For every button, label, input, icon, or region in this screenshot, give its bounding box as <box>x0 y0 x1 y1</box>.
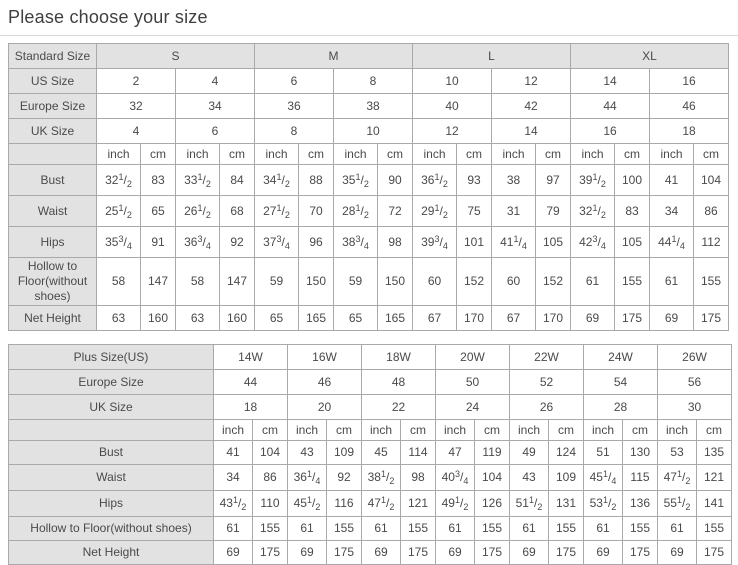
size-group-cell: S <box>97 44 255 69</box>
measure-cm-cell: 110 <box>253 491 288 517</box>
measure-cm-cell: 175 <box>327 541 362 565</box>
size-value-cell: 6 <box>255 69 334 94</box>
size-value-cell: 48 <box>362 370 436 395</box>
measure-inch-cell: 31 <box>492 196 536 227</box>
size-value-cell: 52 <box>510 370 584 395</box>
unit-cell: cm <box>299 144 334 165</box>
measure-inch-cell: $38^1/_2$ <box>362 465 401 491</box>
measure-cm-cell: 121 <box>697 465 732 491</box>
measure-cm-cell: 175 <box>697 541 732 565</box>
measure-inch-cell: $41^1/_4$ <box>492 227 536 258</box>
measure-inch-cell: $47^1/_2$ <box>362 491 401 517</box>
measure-inch-cell: $51^1/_2$ <box>510 491 549 517</box>
measure-inch-cell: 61 <box>571 258 615 306</box>
measure-inch-cell: 59 <box>334 258 378 306</box>
unit-cell: inch <box>510 420 549 441</box>
size-value-cell: 22 <box>362 395 436 420</box>
measure-cm-cell: 119 <box>475 441 510 465</box>
unit-cell: inch <box>436 420 475 441</box>
measure-cm-cell: 155 <box>253 517 288 541</box>
measure-cm-cell: 121 <box>401 491 436 517</box>
measure-cm-cell: 155 <box>401 517 436 541</box>
measure-inch-cell: 69 <box>571 306 615 331</box>
size-value-cell: 12 <box>492 69 571 94</box>
size-value-cell: 28 <box>584 395 658 420</box>
measure-cm-cell: 96 <box>299 227 334 258</box>
measure-cm-cell: 83 <box>141 165 176 196</box>
measure-inch-cell: $32^1/_2$ <box>571 196 615 227</box>
unit-cell: inch <box>492 144 536 165</box>
measure-inch-cell: 38 <box>492 165 536 196</box>
size-value-cell: 42 <box>492 94 571 119</box>
measure-inch-cell: $47^1/_2$ <box>658 465 697 491</box>
measure-cm-cell: 150 <box>299 258 334 306</box>
measure-inch-cell: 58 <box>176 258 220 306</box>
measure-cm-cell: 165 <box>299 306 334 331</box>
measure-row-label: Bust <box>9 441 214 465</box>
size-row-label: Europe Size <box>9 94 97 119</box>
measure-cm-cell: 100 <box>615 165 650 196</box>
measure-inch-cell: 41 <box>650 165 694 196</box>
measure-inch-cell: 69 <box>658 541 697 565</box>
measure-inch-cell: 34 <box>650 196 694 227</box>
size-value-cell: 8 <box>255 119 334 144</box>
measure-cm-cell: 170 <box>457 306 492 331</box>
size-value-cell: 20 <box>288 395 362 420</box>
unit-cell: inch <box>97 144 141 165</box>
measure-inch-cell: 58 <box>97 258 141 306</box>
size-value-cell: 24 <box>436 395 510 420</box>
measure-row-label: Waist <box>9 465 214 491</box>
measure-inch-cell: $45^1/_4$ <box>584 465 623 491</box>
size-group-cell: XL <box>571 44 729 69</box>
measure-cm-cell: 92 <box>220 227 255 258</box>
measure-cm-cell: 109 <box>549 465 584 491</box>
measure-cm-cell: 131 <box>549 491 584 517</box>
size-row-label: Plus Size(US) <box>9 345 214 370</box>
size-value-cell: 56 <box>658 370 732 395</box>
size-value-cell: 26 <box>510 395 584 420</box>
measure-cm-cell: 79 <box>536 196 571 227</box>
size-value-cell: 14 <box>571 69 650 94</box>
measure-cm-cell: 155 <box>549 517 584 541</box>
measure-cm-cell: 104 <box>475 465 510 491</box>
measure-inch-cell: 34 <box>214 465 253 491</box>
measure-row-label: Hips <box>9 227 97 258</box>
size-value-cell: 12 <box>413 119 492 144</box>
measure-inch-cell: $32^1/_2$ <box>97 165 141 196</box>
measure-cm-cell: 160 <box>141 306 176 331</box>
unit-cell: cm <box>457 144 492 165</box>
measure-row-label: Waist <box>9 196 97 227</box>
measure-inch-cell: $44^1/_4$ <box>650 227 694 258</box>
measure-cm-cell: 86 <box>253 465 288 491</box>
measure-inch-cell: 61 <box>650 258 694 306</box>
size-value-cell: 10 <box>413 69 492 94</box>
measure-cm-cell: 124 <box>549 441 584 465</box>
size-value-cell: 18 <box>650 119 729 144</box>
size-value-cell: 16W <box>288 345 362 370</box>
size-value-cell: 20W <box>436 345 510 370</box>
measure-inch-cell: $49^1/_2$ <box>436 491 475 517</box>
unit-cell: cm <box>220 144 255 165</box>
measure-cm-cell: 98 <box>401 465 436 491</box>
measure-cm-cell: 160 <box>220 306 255 331</box>
unit-row-corner-cell <box>9 144 97 165</box>
measure-cm-cell: 155 <box>615 258 650 306</box>
measure-inch-cell: $28^1/_2$ <box>334 196 378 227</box>
measure-cm-cell: 147 <box>220 258 255 306</box>
unit-cell: cm <box>549 420 584 441</box>
page-title: Please choose your size <box>8 7 208 27</box>
size-value-cell: 50 <box>436 370 510 395</box>
measure-row-label: Net Height <box>9 306 97 331</box>
size-value-cell: 14W <box>214 345 288 370</box>
measure-inch-cell: 61 <box>288 517 327 541</box>
measure-inch-cell: $42^3/_4$ <box>571 227 615 258</box>
measure-row-label: Bust <box>9 165 97 196</box>
measure-inch-cell: 61 <box>362 517 401 541</box>
unit-cell: inch <box>650 144 694 165</box>
measure-row-label: Net Height <box>9 541 214 565</box>
measure-cm-cell: 115 <box>623 465 658 491</box>
measure-cm-cell: 135 <box>697 441 732 465</box>
unit-cell: cm <box>536 144 571 165</box>
measure-cm-cell: 104 <box>694 165 729 196</box>
size-value-cell: 30 <box>658 395 732 420</box>
measure-cm-cell: 116 <box>327 491 362 517</box>
measure-cm-cell: 175 <box>253 541 288 565</box>
unit-cell: inch <box>571 144 615 165</box>
measure-inch-cell: $45^1/_2$ <box>288 491 327 517</box>
unit-cell: inch <box>658 420 697 441</box>
size-value-cell: 38 <box>334 94 413 119</box>
measure-row-label: Hollow to Floor(without shoes) <box>9 258 97 306</box>
measure-inch-cell: $35^1/_2$ <box>334 165 378 196</box>
measure-inch-cell: $36^3/_4$ <box>176 227 220 258</box>
size-value-cell: 46 <box>650 94 729 119</box>
measure-cm-cell: 68 <box>220 196 255 227</box>
measure-cm-cell: 90 <box>378 165 413 196</box>
measure-cm-cell: 65 <box>141 196 176 227</box>
measure-cm-cell: 75 <box>457 196 492 227</box>
measure-cm-cell: 175 <box>475 541 510 565</box>
measure-inch-cell: 69 <box>436 541 475 565</box>
measure-cm-cell: 175 <box>549 541 584 565</box>
measure-cm-cell: 165 <box>378 306 413 331</box>
unit-cell: inch <box>288 420 327 441</box>
measure-inch-cell: $38^3/_4$ <box>334 227 378 258</box>
measure-cm-cell: 72 <box>378 196 413 227</box>
measure-inch-cell: $39^3/_4$ <box>413 227 457 258</box>
measure-inch-cell: 67 <box>413 306 457 331</box>
measure-inch-cell: 60 <box>413 258 457 306</box>
measure-inch-cell: $39^1/_2$ <box>571 165 615 196</box>
unit-cell: cm <box>327 420 362 441</box>
measure-cm-cell: 150 <box>378 258 413 306</box>
measure-inch-cell: $33^1/_2$ <box>176 165 220 196</box>
measure-cm-cell: 130 <box>623 441 658 465</box>
measure-inch-cell: 43 <box>288 441 327 465</box>
measure-inch-cell: 43 <box>510 465 549 491</box>
measure-inch-cell: $36^1/_2$ <box>413 165 457 196</box>
unit-cell: inch <box>176 144 220 165</box>
size-value-cell: 44 <box>571 94 650 119</box>
measure-cm-cell: 136 <box>623 491 658 517</box>
measure-inch-cell: 65 <box>255 306 299 331</box>
measure-inch-cell: 69 <box>214 541 253 565</box>
measure-inch-cell: $43^1/_2$ <box>214 491 253 517</box>
measure-cm-cell: 83 <box>615 196 650 227</box>
measure-cm-cell: 92 <box>327 465 362 491</box>
measure-cm-cell: 112 <box>694 227 729 258</box>
measure-cm-cell: 88 <box>299 165 334 196</box>
size-row-label: Europe Size <box>9 370 214 395</box>
measure-inch-cell: $29^1/_2$ <box>413 196 457 227</box>
size-value-cell: 10 <box>334 119 413 144</box>
measure-cm-cell: 97 <box>536 165 571 196</box>
unit-cell: cm <box>615 144 650 165</box>
size-value-cell: 4 <box>97 119 176 144</box>
measure-cm-cell: 175 <box>401 541 436 565</box>
measure-inch-cell: 63 <box>97 306 141 331</box>
measure-cm-cell: 155 <box>623 517 658 541</box>
size-value-cell: 32 <box>97 94 176 119</box>
measure-cm-cell: 109 <box>327 441 362 465</box>
plus-size-table <box>8 344 732 565</box>
size-value-cell: 18 <box>214 395 288 420</box>
measure-inch-cell: 63 <box>176 306 220 331</box>
unit-cell: cm <box>475 420 510 441</box>
measure-row-label: Hips <box>9 491 214 517</box>
measure-inch-cell: $34^1/_2$ <box>255 165 299 196</box>
measure-cm-cell: 152 <box>457 258 492 306</box>
size-value-cell: 44 <box>214 370 288 395</box>
size-group-cell: L <box>413 44 571 69</box>
measure-cm-cell: 98 <box>378 227 413 258</box>
size-value-cell: 18W <box>362 345 436 370</box>
measure-inch-cell: 59 <box>255 258 299 306</box>
measure-inch-cell: 67 <box>492 306 536 331</box>
measure-inch-cell: 61 <box>436 517 475 541</box>
measure-inch-cell: 41 <box>214 441 253 465</box>
measure-cm-cell: 105 <box>536 227 571 258</box>
unit-cell: inch <box>362 420 401 441</box>
size-row-label: US Size <box>9 69 97 94</box>
measure-cm-cell: 84 <box>220 165 255 196</box>
unit-cell: inch <box>413 144 457 165</box>
size-value-cell: 54 <box>584 370 658 395</box>
unit-cell: cm <box>694 144 729 165</box>
measure-cm-cell: 70 <box>299 196 334 227</box>
measure-cm-cell: 104 <box>253 441 288 465</box>
size-value-cell: 22W <box>510 345 584 370</box>
unit-cell: cm <box>401 420 436 441</box>
measure-cm-cell: 101 <box>457 227 492 258</box>
unit-row-corner-cell <box>9 420 214 441</box>
size-group-cell: M <box>255 44 413 69</box>
measure-cm-cell: 170 <box>536 306 571 331</box>
unit-cell: inch <box>334 144 378 165</box>
measure-inch-cell: 65 <box>334 306 378 331</box>
size-value-cell: 16 <box>650 69 729 94</box>
unit-cell: inch <box>214 420 253 441</box>
unit-cell: cm <box>378 144 413 165</box>
measure-inch-cell: 69 <box>650 306 694 331</box>
measure-cm-cell: 155 <box>327 517 362 541</box>
measure-cm-cell: 155 <box>697 517 732 541</box>
measure-inch-cell: 61 <box>214 517 253 541</box>
measure-cm-cell: 147 <box>141 258 176 306</box>
measure-inch-cell: 47 <box>436 441 475 465</box>
measure-inch-cell: 49 <box>510 441 549 465</box>
unit-cell: inch <box>255 144 299 165</box>
unit-cell: cm <box>253 420 288 441</box>
size-value-cell: 6 <box>176 119 255 144</box>
measure-inch-cell: $35^3/_4$ <box>97 227 141 258</box>
corner-cell: Standard Size <box>9 44 97 69</box>
measure-row-label: Hollow to Floor(without shoes) <box>9 517 214 541</box>
measure-inch-cell: 69 <box>362 541 401 565</box>
measure-inch-cell: 69 <box>288 541 327 565</box>
measure-inch-cell: $37^3/_4$ <box>255 227 299 258</box>
size-value-cell: 26W <box>658 345 732 370</box>
unit-cell: cm <box>141 144 176 165</box>
measure-inch-cell: $40^3/_4$ <box>436 465 475 491</box>
measure-inch-cell: 60 <box>492 258 536 306</box>
measure-inch-cell: 61 <box>510 517 549 541</box>
measure-cm-cell: 86 <box>694 196 729 227</box>
measure-inch-cell: 61 <box>658 517 697 541</box>
size-value-cell: 16 <box>571 119 650 144</box>
measure-cm-cell: 126 <box>475 491 510 517</box>
size-value-cell: 40 <box>413 94 492 119</box>
measure-inch-cell: 51 <box>584 441 623 465</box>
size-value-cell: 14 <box>492 119 571 144</box>
size-row-label: UK Size <box>9 395 214 420</box>
size-row-label: UK Size <box>9 119 97 144</box>
measure-cm-cell: 175 <box>694 306 729 331</box>
measure-cm-cell: 152 <box>536 258 571 306</box>
measure-cm-cell: 114 <box>401 441 436 465</box>
measure-inch-cell: $53^1/_2$ <box>584 491 623 517</box>
measure-cm-cell: 155 <box>475 517 510 541</box>
unit-cell: cm <box>697 420 732 441</box>
measure-inch-cell: 61 <box>584 517 623 541</box>
measure-cm-cell: 175 <box>623 541 658 565</box>
size-value-cell: 4 <box>176 69 255 94</box>
unit-cell: inch <box>584 420 623 441</box>
title-divider <box>0 35 738 36</box>
unit-cell: cm <box>623 420 658 441</box>
measure-cm-cell: 105 <box>615 227 650 258</box>
size-value-cell: 34 <box>176 94 255 119</box>
measure-inch-cell: 69 <box>510 541 549 565</box>
measure-inch-cell: 45 <box>362 441 401 465</box>
measure-inch-cell: 69 <box>584 541 623 565</box>
size-value-cell: 36 <box>255 94 334 119</box>
measure-inch-cell: $36^1/_4$ <box>288 465 327 491</box>
standard-size-table <box>8 43 729 331</box>
measure-inch-cell: $27^1/_2$ <box>255 196 299 227</box>
size-value-cell: 24W <box>584 345 658 370</box>
measure-cm-cell: 93 <box>457 165 492 196</box>
measure-cm-cell: 155 <box>694 258 729 306</box>
size-value-cell: 2 <box>97 69 176 94</box>
measure-cm-cell: 91 <box>141 227 176 258</box>
measure-inch-cell: 53 <box>658 441 697 465</box>
measure-inch-cell: $25^1/_2$ <box>97 196 141 227</box>
size-value-cell: 46 <box>288 370 362 395</box>
size-value-cell: 8 <box>334 69 413 94</box>
measure-cm-cell: 141 <box>697 491 732 517</box>
measure-cm-cell: 175 <box>615 306 650 331</box>
measure-inch-cell: $26^1/_2$ <box>176 196 220 227</box>
measure-inch-cell: $55^1/_2$ <box>658 491 697 517</box>
